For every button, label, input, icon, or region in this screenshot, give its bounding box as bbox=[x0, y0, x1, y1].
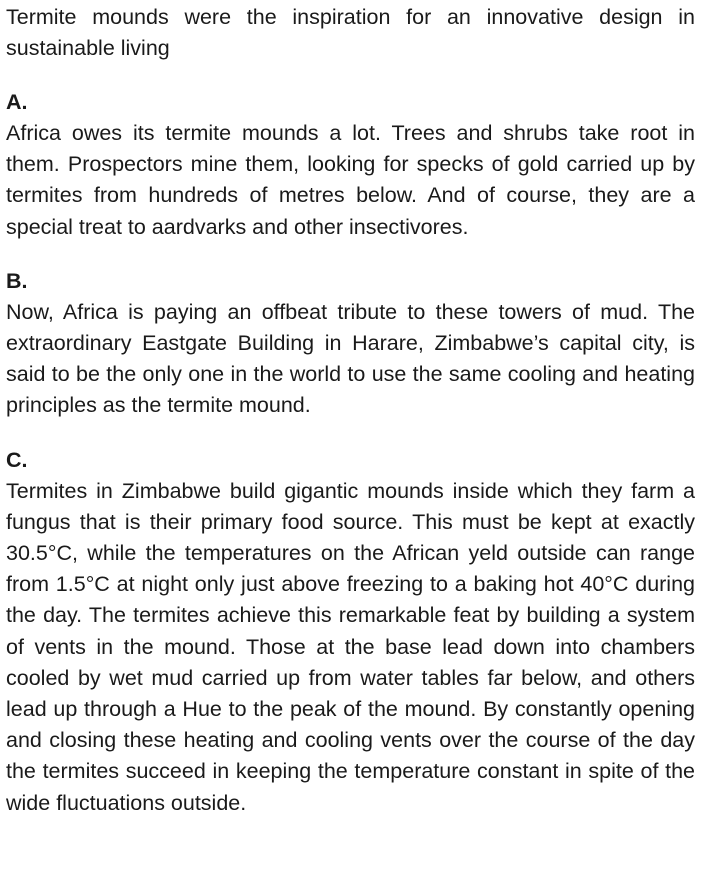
section-label: A. bbox=[6, 90, 28, 114]
section-c bbox=[6, 445, 695, 819]
section-b bbox=[6, 266, 695, 422]
section-label: B. bbox=[6, 268, 28, 293]
section-paragraph: Now, Africa is paying an offbeat tribute to these towers of mud. The extraordinary Eastgate Building in Harare, Zimbabwe’s capital city, is said to be the only one in the world to use the same cooling and heating principles as the termite mound. bbox=[6, 299, 695, 418]
section-label: C. bbox=[6, 447, 28, 472]
section-paragraph: Termites in Zimbabwe build gigantic mounds inside which they farm a fungus that is their primary food source. This must be kept at exactly 30.5°C, while the temperatures on the African yeld outside can range from 1.5°C at night only just above freezing to a baking hot 40°C during the day. The termites achieve this remarkable feat by building a system of vents in the mound. Those at the base lead down into chambers cooled by wet mud carried up from water tables far below, and others lead up through a Hue to the peak of the mound. By constantly opening and closing these heating and cooling vents over the course of the day the termites succeed in keeping the temperature constant in spite of the wide fluctuations outside. bbox=[6, 478, 695, 815]
intro-paragraph: Termite mounds were the inspiration for an innovative design in sustainable living bbox=[6, 5, 695, 60]
section-a bbox=[6, 87, 695, 243]
section-paragraph: Africa owes its termite mounds a lot. Trees and shrubs take root in them. Prospectors mine them, looking for specks of gold carried up by termites from hundreds of metres below. And of course, they are a special treat to aardvarks and other insectivores. bbox=[6, 121, 695, 239]
